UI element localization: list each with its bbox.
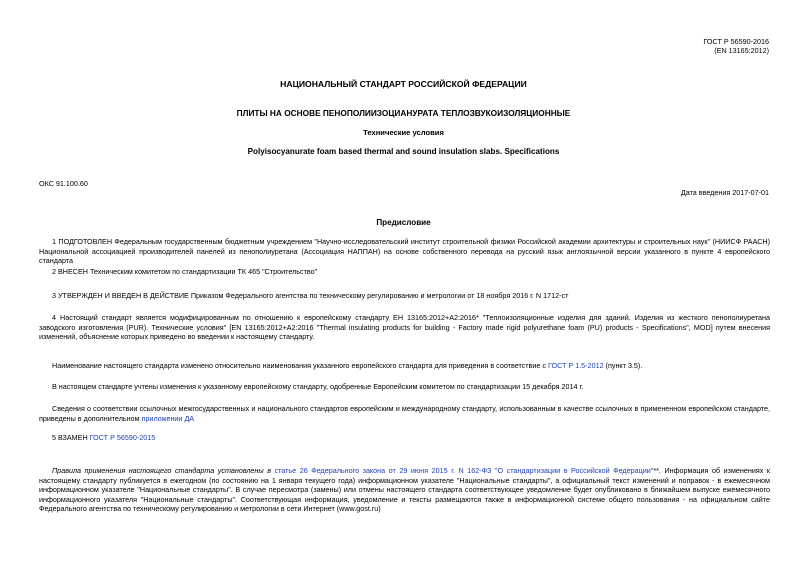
- national-standard-heading: НАЦИОНАЛЬНЫЙ СТАНДАРТ РОССИЙСКОЙ ФЕДЕРАЦИИ: [280, 79, 527, 89]
- header-codes: [703, 37, 769, 55]
- gost-r-1-5-link[interactable]: ГОСТ Р 1.5-2012: [547, 361, 604, 370]
- oks-code: ОКС 91.100.60: [39, 179, 88, 188]
- preface-heading: Предисловие: [376, 218, 431, 227]
- name-change-tail: (пункт 3.5).: [603, 361, 643, 370]
- gost-r-56590-2015-link[interactable]: ГОСТ Р 56590-2015: [89, 433, 156, 442]
- preface-item-5: [39, 433, 770, 443]
- preface-name-change: [39, 361, 770, 371]
- preface-item-3: 3 УТВЕРЖДЕН И ВВЕДЕН В ДЕЙСТВИЕ Приказом Федерального агентства по техническому регулированию и метрологии от 18 ноября 2016 г. N 1712-ст: [52, 291, 569, 300]
- preface-amendments: В настоящем стандарте учтены изменения к указанному европейскому стандарту, одобренные Европейским комитетом по стандартизации 15 декабря 2014 г.: [52, 382, 584, 391]
- document-subtitle: Технические условия: [363, 128, 444, 137]
- preface-references: [39, 404, 770, 423]
- appendix-da-link[interactable]: приложении ДА: [141, 413, 195, 423]
- preface-item-4: 4 Настоящий стандарт является модифицированным по отношению к европейскому стандарту ЕН 13165:2012+А2:2016* "Теплоизоляционные изделия для зданий. Изделия из жесткого пенополиуретана заводского изготовления (PUR). Технические условия" [EN 13165:2012+A2:2016 "Thermal insulating products for building - Factory made rigid polyurethane foam (PU) products - Specifications", MOD] путем внесения изменений, объяснение которых приведено во введении к настоящему стандарту.: [39, 313, 770, 341]
- en-standard-number: (EN 13165:2012): [714, 46, 769, 55]
- document-title: ПЛИТЫ НА ОСНОВЕ ПЕНОПОЛИИЗОЦИАНУРАТА ТЕПЛОЗВУКОИЗОЛЯЦИОННЫЕ: [236, 108, 571, 118]
- english-title: Polyisocyanurate foam based thermal and sound insulation slabs. Specifications: [247, 147, 560, 156]
- federal-law-link[interactable]: статье 26 Федерального закона от 29 июня 2015 г. N 162-ФЗ "О стандартизации в Российской Федерации": [274, 466, 654, 475]
- application-rules: [39, 466, 770, 514]
- references-text: Сведения о соответствии ссылочных межгосударственных и национального стандартов европейским и международному стандарту, использованным в качестве ссылочных в примененном европейском стандарте, приведены в дополнительном: [39, 404, 770, 423]
- replaces-text: 5 ВЗАМЕН: [52, 433, 90, 442]
- introduction-date: Дата введения 2017-07-01: [680, 188, 769, 197]
- preface-item-1: 1 ПОДГОТОВЛЕН Федеральным государственным бюджетным учреждением "Научно-исследовательский институт строительной физики Российской академии архитектуры и строительных наук" (НИИСФ РААСН) Национальной ассоциацией производителей панелей из пенополиуретана (Ассоциация НАППАН) на основе собственного перевода на русский язык англоязычной версии указанного в пункте 4 европейского стандарта: [39, 237, 770, 265]
- rules-text: **. Информация об изменениях к настоящему стандарту публикуется в ежегодном (по состоянию на 1 января текущего года) информационном указателе "Национальные стандарты", а официальный текст изменений и поправок - в ежемесячном информационном указателе "Национальные стандарты". В случае пересмотра (замены) или отмены настоящего стандарта соответствующее уведомление будет опубликовано в ближайшем выпуске ежемесячного информационного указателя "Национальные стандарты". Соответствующая информация, уведомление и тексты размещаются также в информационной системе общего пользования - на официальном сайте Федерального агентства по техническому регулированию и метрологии в сети Интернет (www.gost.ru): [39, 466, 771, 513]
- rules-italic-text: Правила применения настоящего стандарта установлены в: [52, 466, 275, 475]
- preface-item-2: 2 ВНЕСЕН Техническим комитетом по стандартизации ТК 465 "Строительство": [52, 267, 318, 276]
- name-change-text: Наименование настоящего стандарта изменено относительно наименования указанного европейского стандарта для приведения в соответствие с: [52, 361, 548, 370]
- standard-number: ГОСТ Р 56590-2016: [703, 37, 769, 46]
